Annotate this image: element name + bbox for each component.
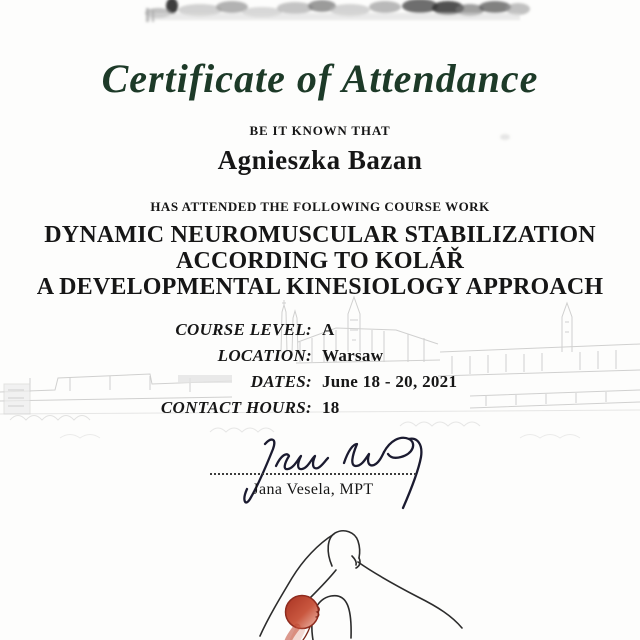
certificate-title: Certificate of Attendance bbox=[101, 56, 539, 101]
attendee-name: Agnieszka Bazan bbox=[217, 145, 423, 175]
detail-row-course-level bbox=[0, 317, 640, 343]
course-level-label: COURSE LEVEL: bbox=[175, 320, 312, 339]
course-title bbox=[0, 222, 640, 300]
attended-statement: HAS ATTENDED THE FOLLOWING COURSE WORK bbox=[150, 199, 490, 214]
detail-row-contact-hours bbox=[0, 395, 640, 421]
location-value: Warsaw bbox=[322, 346, 384, 365]
course-title-line-1: DYNAMIC NEUROMUSCULAR STABILIZATION bbox=[44, 222, 596, 248]
course-level-value: A bbox=[322, 320, 335, 339]
contact-hours-label: CONTACT HOURS: bbox=[160, 398, 312, 417]
dates-label: DATES: bbox=[250, 372, 312, 391]
signatory-printed-name: Jana Vesela, MPT bbox=[252, 481, 374, 498]
signature-dotted-line bbox=[210, 471, 416, 475]
preamble-text: BE IT KNOWN THAT bbox=[249, 123, 391, 138]
dns-adult-and-infant-figure-icon bbox=[260, 531, 462, 640]
course-title-line-3: A DEVELOPMENTAL KINESIOLOGY APPROACH bbox=[36, 274, 604, 300]
dates-value: June 18 - 20, 2021 bbox=[322, 372, 458, 391]
course-title-line-2: ACCORDING TO KOLÁŘ bbox=[175, 248, 465, 274]
location-label: LOCATION: bbox=[217, 346, 312, 365]
course-details bbox=[0, 317, 640, 421]
detail-row-dates bbox=[0, 369, 640, 395]
contact-hours-value: 18 bbox=[322, 398, 340, 417]
detail-row-location bbox=[0, 343, 640, 369]
